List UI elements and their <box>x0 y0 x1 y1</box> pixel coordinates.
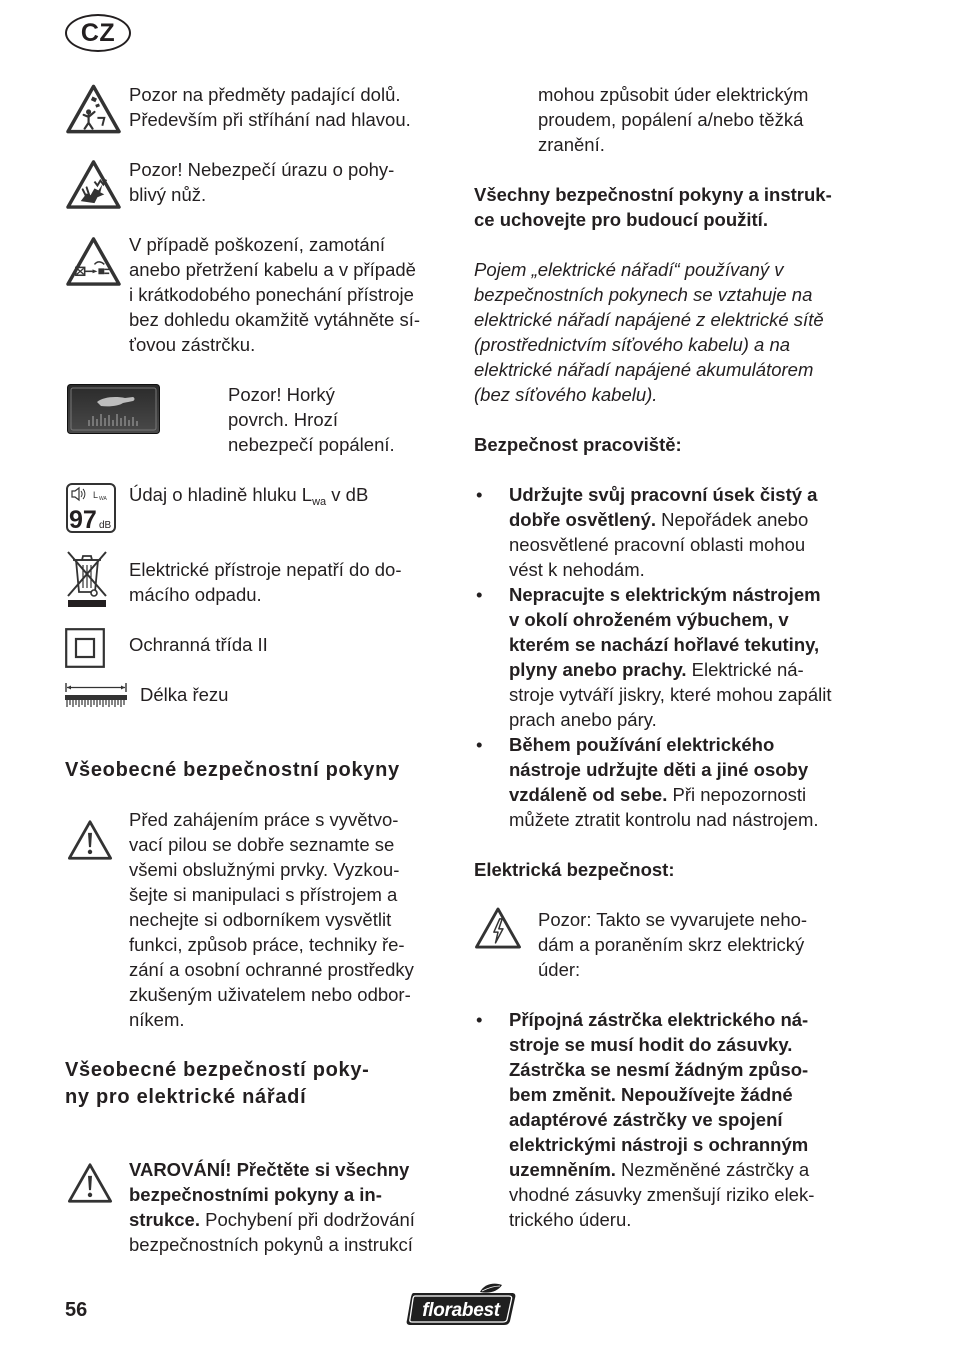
list-item-bold: Přípojná zástrčka elektrického ná- stroje se musí hodit do zásuvky. Zástrčka se nesmí žádným způso- bem změnit. Nepoužívejte žádné adaptérové zástrčky ve spojení elektrickými nástroji s ochranným uzemněním. <box>509 1009 809 1180</box>
page-number: 56 <box>65 1299 88 1321</box>
noise-icon-symbol-sub: WA <box>99 496 107 502</box>
noise-icon-value: 97 <box>69 506 97 533</box>
electrical-safety-heading: Elektrická bezpečnost: <box>474 859 675 880</box>
workplace-safety-heading: Bezpečnost pracoviště: <box>474 434 682 455</box>
list-item <box>474 582 874 730</box>
protection-class-ii-icon <box>65 628 105 668</box>
cut-length-ruler-icon <box>64 683 128 708</box>
bullet-marker: • <box>476 734 483 755</box>
unplug-text: V případě poškození, zamotání anebo přetržení kabelu a v případě i krátkodobého ponechání přístroje bez dohledu okamžitě vytáhněte sí- ťovou zástrčku. <box>129 234 421 355</box>
list-item-text <box>509 732 819 832</box>
disposal-text: Elektrické přístroje nepatří do do- mácího odpadu. <box>129 559 402 605</box>
list-item <box>474 1007 874 1230</box>
noise-text-before: Údaj o hladině hluku L <box>129 484 313 505</box>
bullet-marker: • <box>476 584 483 605</box>
warning-icon <box>67 817 113 863</box>
power-tools-safety-heading: Všeobecné bezpečností poky- ny pro elektrické nářadí <box>65 1059 370 1108</box>
falling-objects-text: Pozor na předměty padající dolů. Především při stříhání nad hlavou. <box>129 84 411 130</box>
protection-class-text: Ochranná třída II <box>129 634 268 655</box>
keep-instructions-text: Všechny bezpečnostní pokyny a instruk- ce uchovejte pro budoucí použití. <box>474 184 832 230</box>
list-item-bold: Během používání elektrického nástroje udržujte děti a jiné osoby vzdáleně od sebe. <box>509 734 809 805</box>
falling-objects-warning-icon <box>65 82 122 136</box>
list-item-bold: Udržujte svůj pracovní úsek čistý a dobře osvětlený. <box>509 484 818 530</box>
list-item-normal: Elektrické ná- stroje vytváří jiskry, které mohou zapálit prach anebo páry. <box>509 659 832 730</box>
noise-icon-symbol: L <box>93 490 99 500</box>
electrical-warning-text: Pozor: Takto se vyvarujete neho- dám a poraněním skrz elektrický úder: <box>538 909 808 980</box>
power-tool-definition-text: Pojem „elektrické nářadí“ používaný v bezpečnostních pokynech se vztahuje na elektrické nářadí napájené z elektrické sítě (prostřednictvím síťového kabelu) a na elektrické nářadí napájené akumulátorem (bez síťového kabelu). <box>474 259 824 405</box>
noise-icon-unit: dB <box>99 520 112 531</box>
noise-level-text <box>129 482 368 507</box>
bullet-marker: • <box>476 1009 483 1030</box>
noise-text-subscript: wa <box>312 496 327 508</box>
list-item-normal: Při nepozornosti můžete ztratit kontrolu nad nástrojem. <box>509 784 819 830</box>
moving-blade-warning-icon <box>65 158 122 211</box>
list-item-text <box>509 482 817 582</box>
crossed-bin-icon <box>64 548 110 609</box>
warning-bold-text: VAROVÁNÍ! Přečtěte si všechny bezpečnostními pokyny a in- strukce. <box>129 1159 410 1230</box>
hot-surface-text: Pozor! Horký povrch. Hrozí nebezpečí popálení. <box>228 384 395 455</box>
list-item <box>474 482 874 580</box>
warning-icon <box>67 1160 113 1206</box>
warning-continued-text: mohou způsobit úder elektrickým proudem, popálení a/nebo těžká zranění. <box>538 84 809 155</box>
logo-text: florabest <box>422 1300 500 1321</box>
general-safety-heading: Všeobecné bezpečnostní pokyny <box>65 759 400 781</box>
list-item-normal: Nezměněné zástrčky a vhodné zásuvky zmenšují riziko elek- trického úderu. <box>509 1159 815 1230</box>
cut-length-text: Délka řezu <box>140 684 229 705</box>
unplug-cable-warning-icon <box>65 235 122 288</box>
general-warning-text: Před zahájením práce s vyvětvo- vací pilou se dobře seznamte se všemi obslužnými prvky. Vyzkou- šejte si manipulaci s přístrojem a nechejte si odborníkem vysvětlit funkci, způsob práce, techniky ře- zání a osobní ochranné prostředky zkušeným uživatelem nebo odbor- níkem. <box>129 809 414 1030</box>
bullet-marker: • <box>476 484 483 505</box>
warning-normal-text: Pochybení při dodržování bezpečnostních pokynů a instrukcí <box>129 1209 415 1255</box>
hot-surface-icon <box>67 384 160 434</box>
list-item-text <box>509 1007 814 1232</box>
noise-text-after: v dB <box>326 484 369 505</box>
power-tools-warning-text <box>129 1157 415 1257</box>
language-badge: CZ <box>65 14 131 52</box>
list-item-normal: Nepořádek anebo neosvětlené pracovní oblasti mohou vést k nehodám. <box>509 509 809 580</box>
moving-blade-text: Pozor! Nebezpečí úrazu o pohy- blivý nůž. <box>129 159 395 205</box>
list-item-text <box>509 582 832 732</box>
list-item <box>474 732 874 830</box>
list-item-bold: Nepracujte s elektrickým nástrojem v okolí ohroženém výbuchem, v kterém se nachází hořlavé tekutiny, plyny anebo prachy. <box>509 584 821 680</box>
noise-level-icon <box>66 483 116 533</box>
florabest-logo <box>406 1283 516 1327</box>
electric-shock-warning-icon <box>474 905 522 951</box>
